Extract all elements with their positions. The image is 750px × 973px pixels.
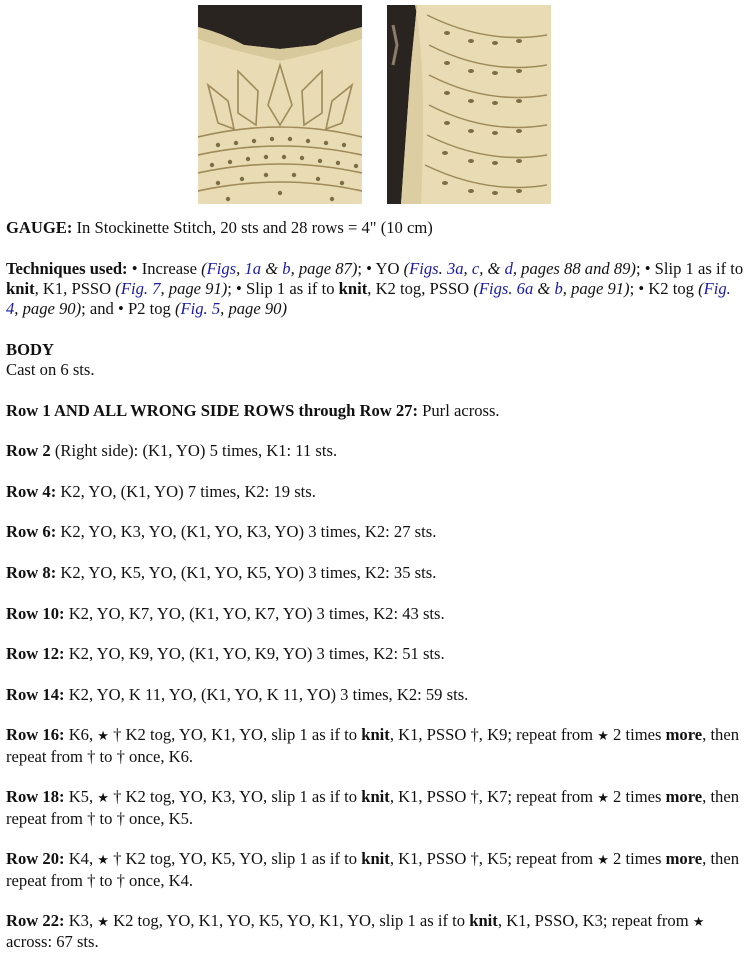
technique-text: ; and • P2 tog — [81, 299, 175, 319]
row-text: K2, YO, K 11, YO, (K1, YO, K 11, YO) 3 times, K2: 59 sts. — [64, 684, 469, 704]
row-text: K5, — [64, 787, 98, 807]
row-16 — [6, 725, 744, 767]
technique-ref: , page 87) — [290, 258, 358, 278]
fig-link[interactable]: Fig. 7 — [120, 278, 161, 298]
row-text: † K2 tog, YO, K5, YO, slip 1 as if to — [108, 849, 362, 869]
technique-text: ; • YO — [357, 258, 404, 278]
fig-link[interactable]: c — [471, 258, 480, 278]
row-text: , K1, PSSO †, K7; repeat from — [389, 787, 598, 807]
fig-link[interactable]: Figs — [206, 258, 237, 278]
row-text: , then repeat from † to † once, K6. — [6, 725, 740, 766]
row-text: Purl across. — [418, 400, 500, 420]
row-10 — [6, 604, 744, 624]
star-icon: ★ — [692, 914, 705, 930]
row-label: Row 18: — [6, 787, 65, 807]
star-icon: ★ — [97, 790, 109, 806]
row-14 — [6, 685, 744, 705]
row-22 — [6, 911, 744, 953]
gauge-text: In Stockinette Stitch, 20 sts and 28 rows = 4" (10 cm) — [76, 218, 433, 237]
technique-text: , K2 tog, PSSO — [367, 278, 474, 298]
technique-ref: , & — [479, 258, 505, 278]
row-text: K2, YO, K5, YO, (K1, YO, K5, YO) 3 times, K2: 35 sts. — [56, 563, 437, 583]
row-text: 2 times — [608, 849, 666, 869]
technique-ref: ( — [115, 278, 121, 298]
cast-on-text: Cast on 6 sts. — [6, 360, 95, 380]
row-text: , K1, PSSO, K3; repeat from — [497, 911, 693, 931]
row-label: Row 22: — [6, 911, 65, 931]
knitted-lace-yoke-front-photo — [198, 5, 362, 204]
technique-text: ; • Slip 1 as if to — [227, 278, 339, 298]
row-label: Row 4: — [6, 481, 57, 501]
row-text: † K2 tog, YO, K3, YO, slip 1 as if to — [108, 787, 362, 807]
technique-text: ; • K2 tog — [629, 278, 699, 298]
technique-ref: , — [236, 258, 245, 278]
technique-ref: & — [533, 278, 555, 298]
row-bold: more — [665, 849, 703, 869]
row-text: , K1, PSSO †, K5; repeat from — [389, 849, 598, 869]
technique-bold: knit — [6, 278, 35, 298]
row-label: Row 10: — [6, 603, 65, 623]
row-bold: knit — [361, 849, 390, 869]
technique-text: ; • Slip 1 as if to — [635, 258, 744, 278]
row-18 — [6, 787, 744, 829]
fig-link[interactable]: b — [282, 258, 291, 278]
row-text: 2 times — [608, 725, 666, 745]
techniques-paragraph — [6, 259, 744, 320]
row-text: across: 67 sts. — [6, 932, 99, 952]
fig-link[interactable]: Fig. 4 — [6, 278, 731, 319]
technique-ref: , — [463, 258, 472, 278]
star-icon: ★ — [597, 852, 609, 868]
row-label: Row 16: — [6, 725, 65, 745]
row-bold: more — [665, 787, 703, 807]
gauge-label: GAUGE: — [6, 218, 73, 237]
row-label: Row 20: — [6, 849, 65, 869]
row-text: K6, — [64, 725, 98, 745]
technique-ref: , page 91) — [562, 278, 630, 298]
fig-link[interactable]: 1a — [244, 258, 262, 278]
row-bold: knit — [469, 911, 498, 931]
row-text: K2, YO, (K1, YO) 7 times, K2: 19 sts. — [56, 481, 316, 501]
row-text: K2, YO, K9, YO, (K1, YO, K9, YO) 3 times, K2: 51 sts. — [64, 644, 445, 664]
section-heading: BODY — [6, 339, 54, 359]
photo-strip — [198, 5, 551, 204]
row-text: K3, — [64, 911, 98, 931]
row-bold: more — [665, 725, 703, 745]
row-20 — [6, 849, 744, 891]
fig-link[interactable]: d — [504, 258, 513, 278]
row-label: Row 6: — [6, 522, 57, 542]
fig-link[interactable]: Figs. 6a — [478, 278, 534, 298]
row-12 — [6, 644, 744, 664]
technique-ref: ( — [201, 258, 207, 278]
star-icon: ★ — [97, 852, 109, 868]
row-bold: knit — [361, 725, 390, 745]
technique-text: • Increase — [131, 258, 202, 278]
technique-ref: & — [261, 258, 283, 278]
technique-ref: , page 90) — [14, 299, 82, 319]
row-6 — [6, 522, 744, 542]
technique-ref: , pages 88 and 89) — [512, 258, 636, 278]
pattern-text — [6, 218, 744, 973]
technique-bold: knit — [338, 278, 368, 298]
star-icon: ★ — [597, 728, 609, 744]
star-icon: ★ — [597, 790, 609, 806]
fig-link[interactable]: Figs — [409, 258, 439, 278]
row-text: K2, YO, K3, YO, (K1, YO, K3, YO) 3 times, K2: 27 sts. — [56, 522, 437, 542]
row-bold: knit — [361, 787, 390, 807]
technique-text: , K1, PSSO — [34, 278, 116, 298]
technique-ref: ( — [698, 278, 704, 298]
row-text: , K1, PSSO †, K9; repeat from — [389, 725, 598, 745]
gauge-paragraph — [6, 218, 744, 238]
techniques-label: Techniques used: — [6, 258, 128, 278]
row-text: K2, YO, K7, YO, (K1, YO, K7, YO) 3 times, K2: 43 sts. — [64, 603, 445, 623]
row-1 — [6, 401, 744, 421]
row-text: , then repeat from † to † once, K5. — [6, 787, 740, 828]
technique-ref: , page 91) — [160, 278, 228, 298]
row-text: K2 tog, YO, K1, YO, K5, YO, K1, YO, slip 1 as if to — [108, 911, 470, 931]
row-label: Row 2 — [6, 441, 51, 461]
row-8 — [6, 563, 744, 583]
star-icon: ★ — [97, 728, 109, 744]
row-text: K4, — [64, 849, 98, 869]
body-section — [6, 340, 744, 381]
row-text: , then repeat from † to † once, K4. — [6, 849, 740, 890]
fig-link[interactable]: 3a — [446, 258, 464, 278]
star-icon: ★ — [97, 914, 109, 930]
row-label: Row 1 AND ALL WRONG SIDE ROWS through Row 27: — [6, 400, 418, 420]
technique-ref: ( — [473, 278, 479, 298]
technique-ref: . — [438, 258, 447, 278]
row-2 — [6, 441, 744, 461]
technique-ref: , page 90) — [220, 299, 287, 319]
fig-link[interactable]: Fig. 5 — [180, 299, 221, 319]
technique-ref: ( — [403, 258, 410, 278]
fig-link[interactable]: b — [554, 278, 563, 298]
row-4 — [6, 482, 744, 502]
row-label: Row 12: — [6, 644, 65, 664]
row-text: (Right side): (K1, YO) 5 times, K1: 11 sts. — [50, 441, 338, 461]
knitted-lace-shoulder-photo — [387, 5, 551, 204]
row-label: Row 14: — [6, 684, 65, 704]
row-text: † K2 tog, YO, K1, YO, slip 1 as if to — [108, 725, 362, 745]
row-text: 2 times — [608, 787, 666, 807]
row-label: Row 8: — [6, 563, 57, 583]
technique-ref: ( — [174, 299, 181, 319]
